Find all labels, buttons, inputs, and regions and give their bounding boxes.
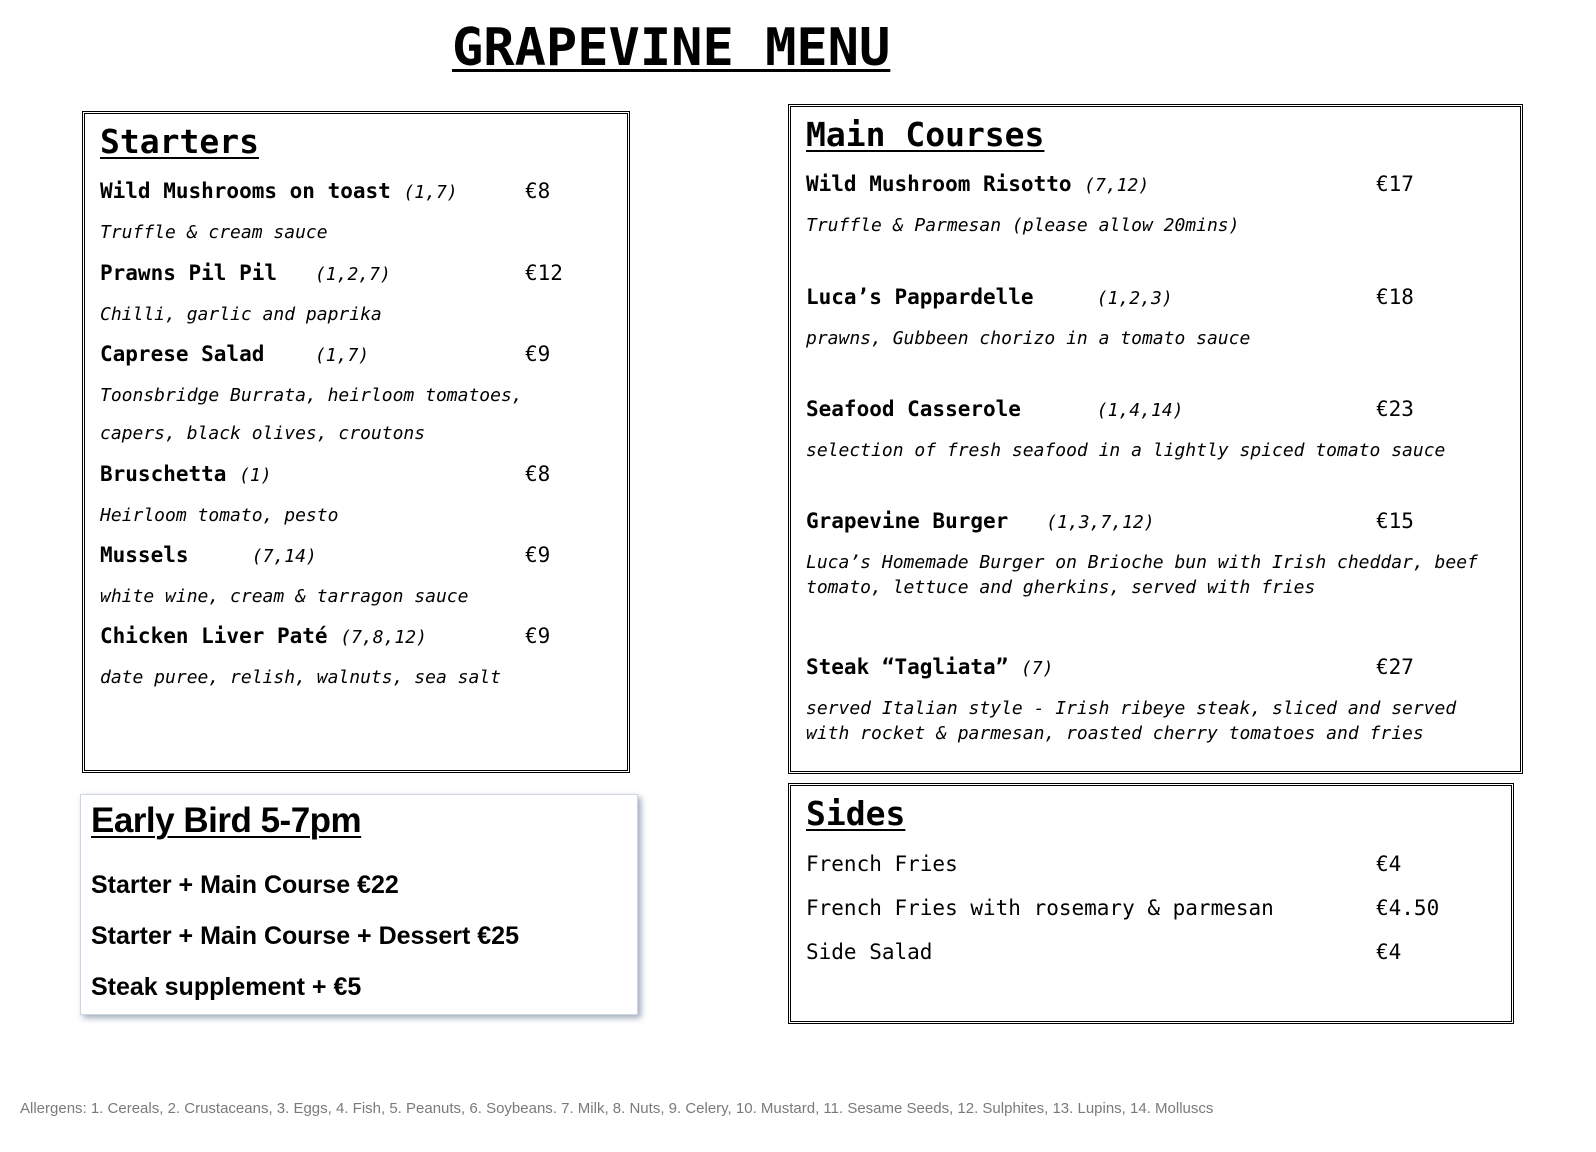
main-item-description: Truffle & Parmesan (please allow 20mins) bbox=[806, 215, 1240, 236]
allergen-codes: (7,12) bbox=[1084, 175, 1150, 196]
starter-item-price: €8 bbox=[525, 462, 551, 486]
starter-item-name: Bruschetta (1) bbox=[100, 462, 272, 486]
allergen-codes: (1,2,3) bbox=[1096, 288, 1173, 309]
early-bird-heading: Early Bird 5-7pm bbox=[91, 801, 362, 840]
main-item-name: Luca’s Pappardelle (1,2,3) bbox=[806, 285, 1173, 309]
allergen-codes: (1) bbox=[239, 465, 272, 486]
early-bird-offer: Starter + Main Course + Dessert €25 bbox=[91, 922, 519, 950]
allergen-codes: (1,4,14) bbox=[1096, 400, 1184, 421]
main-item-name: Seafood Casserole (1,4,14) bbox=[806, 397, 1184, 421]
starter-item-description: white wine, cream & tarragon sauce bbox=[100, 586, 469, 607]
main-item-name: Wild Mushroom Risotto (7,12) bbox=[806, 172, 1150, 196]
main-item-name: Steak “Tagliata” (7) bbox=[806, 655, 1054, 679]
menu-title: GRAPEVINE MENU bbox=[452, 18, 891, 78]
sides-heading: Sides bbox=[806, 794, 906, 833]
starter-item-description: date puree, relish, walnuts, sea salt bbox=[100, 667, 501, 688]
main-courses-section bbox=[788, 104, 1523, 774]
early-bird-offer: Steak supplement + €5 bbox=[91, 973, 362, 1001]
starter-item-name: Mussels (7,14) bbox=[100, 543, 317, 567]
main-item-description: with rocket & parmesan, roasted cherry tomatoes and fries bbox=[806, 723, 1424, 744]
main-item-price: €27 bbox=[1376, 655, 1414, 679]
starter-item-description: capers, black olives, croutons bbox=[100, 423, 426, 444]
main-item-description: prawns, Gubbeen chorizo in a tomato sauce bbox=[806, 328, 1251, 349]
main-item-description: selection of fresh seafood in a lightly spiced tomato sauce bbox=[806, 440, 1446, 461]
allergen-codes: (7,8,12) bbox=[340, 627, 427, 648]
starter-item-name: Chicken Liver Paté (7,8,12) bbox=[100, 624, 427, 648]
allergen-codes: (1,2,7) bbox=[314, 264, 391, 285]
starter-item-description: Truffle & cream sauce bbox=[100, 222, 328, 243]
sides-section bbox=[788, 783, 1514, 1024]
starter-item-price: €9 bbox=[525, 624, 551, 648]
main-courses-heading: Main Courses bbox=[806, 115, 1045, 154]
allergen-codes: (1,7) bbox=[314, 345, 370, 366]
side-item-name: French Fries with rosemary & parmesan bbox=[806, 896, 1274, 920]
starter-item-price: €9 bbox=[525, 342, 551, 366]
main-item-name: Grapevine Burger (1,3,7,12) bbox=[806, 509, 1155, 533]
main-item-price: €18 bbox=[1376, 285, 1414, 309]
starter-item-description: Chilli, garlic and paprika bbox=[100, 304, 382, 325]
side-item-name: French Fries bbox=[806, 852, 958, 876]
main-item-description: served Italian style - Irish ribeye steak, sliced and served bbox=[806, 698, 1457, 719]
allergens-note: Allergens: 1. Cereals, 2. Crustaceans, 3. Eggs, 4. Fish, 5. Peanuts, 6. Soybeans. 7. Milk, 8. Nuts, 9. Celery, 10. Mustard, 11. Sesame Seeds, 12. Sulphites, 13. Lupins, 14. Molluscs bbox=[20, 1100, 1214, 1117]
starter-item-price: €9 bbox=[525, 543, 551, 567]
main-item-price: €17 bbox=[1376, 172, 1414, 196]
main-item-price: €15 bbox=[1376, 509, 1414, 533]
starter-item-name: Caprese Salad (1,7) bbox=[100, 342, 370, 366]
side-item-price: €4.50 bbox=[1376, 896, 1440, 920]
main-item-price: €23 bbox=[1376, 397, 1414, 421]
allergen-codes: (1,3,7,12) bbox=[1046, 512, 1155, 533]
allergen-codes: (7,14) bbox=[251, 546, 317, 567]
main-item-description: tomato, lettuce and gherkins, served with fries bbox=[806, 577, 1316, 598]
side-item-price: €4 bbox=[1376, 940, 1402, 964]
starter-item-name: Wild Mushrooms on toast (1,7) bbox=[100, 179, 458, 203]
side-item-name: Side Salad bbox=[806, 940, 933, 964]
side-item-price: €4 bbox=[1376, 852, 1402, 876]
allergen-codes: (7) bbox=[1020, 658, 1054, 679]
starters-heading: Starters bbox=[100, 122, 259, 161]
allergen-codes: (1,7) bbox=[403, 182, 458, 203]
early-bird-offer: Starter + Main Course €22 bbox=[91, 871, 399, 899]
starters-section bbox=[82, 111, 630, 773]
starter-item-description: Heirloom tomato, pesto bbox=[100, 505, 339, 526]
starter-item-name: Prawns Pil Pil (1,2,7) bbox=[100, 261, 391, 285]
starter-item-description: Toonsbridge Burrata, heirloom tomatoes, bbox=[100, 385, 523, 406]
early-bird-section bbox=[80, 794, 638, 1015]
starter-item-price: €8 bbox=[525, 179, 551, 203]
main-item-description: Luca’s Homemade Burger on Brioche bun with Irish cheddar, beef bbox=[806, 552, 1478, 573]
starter-item-price: €12 bbox=[525, 261, 563, 285]
